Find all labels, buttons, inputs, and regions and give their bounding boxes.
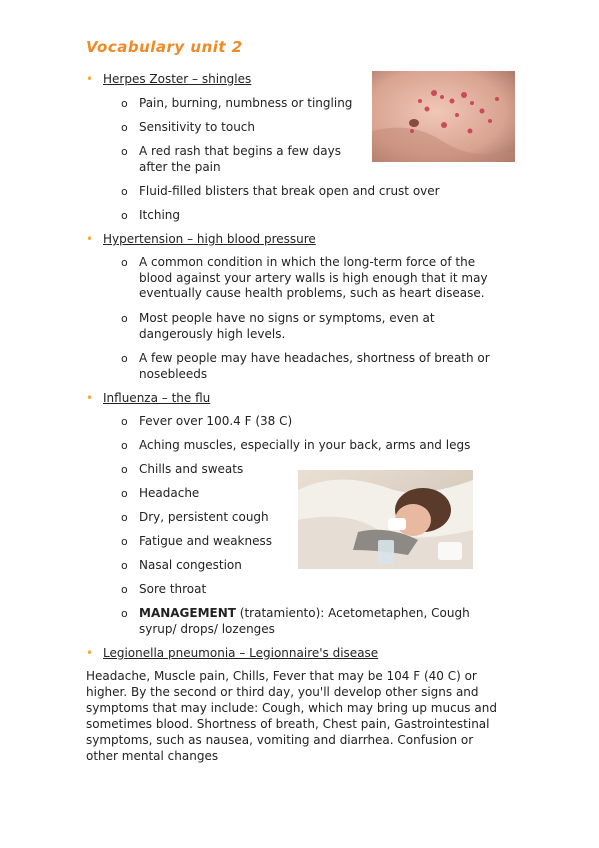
sub-bullet: o [121, 415, 128, 428]
sub-bullet: o [121, 583, 128, 596]
influenza-item-1: Fever over 100.4 F (38 C) [139, 414, 293, 428]
sub-bullet: o [121, 97, 128, 110]
sub-bullet: o [121, 439, 128, 452]
influenza-item-3: Chills and sweats [139, 462, 244, 476]
page-title: Vocabulary unit 2 [86, 38, 243, 56]
herpes-item-4: Fluid-filled blisters that break open and crust over [139, 184, 440, 198]
management-label: MANAGEMENT [139, 606, 236, 620]
sub-bullet: o [121, 463, 128, 476]
bullet-influenza: • [86, 391, 94, 405]
bullet-legionella: • [86, 646, 94, 660]
heading-legionella: Legionella pneumonia – Legionnaire's disease [103, 646, 379, 660]
hypertension-item-1: A common condition in which the long-term force of the blood against your artery walls is high enough that it may eventually cause health problems, such as heart disease. [139, 255, 488, 300]
sub-bullet: o [121, 312, 128, 325]
heading-influenza: Influenza – the flu [103, 391, 211, 405]
herpes-item-2: Sensitivity to touch [139, 120, 256, 134]
sub-bullet: o [121, 535, 128, 548]
sub-bullet: o [121, 209, 128, 222]
hypertension-item-2: Most people have no signs or symptoms, even at dangerously high levels. [139, 311, 435, 341]
influenza-item-4: Headache [139, 486, 200, 500]
sub-bullet: o [121, 352, 128, 365]
influenza-item-8: Sore throat [139, 582, 207, 596]
influenza-management [139, 606, 470, 637]
sub-bullet: o [121, 256, 128, 269]
sub-bullet: o [121, 511, 128, 524]
bullet-herpes: • [86, 72, 94, 86]
influenza-item-2: Aching muscles, especially in your back, arms and legs [139, 438, 471, 452]
management-text: (tratamiento): Acetometaphen, Cough syrup/ drops/ lozenges [139, 606, 470, 636]
sub-bullet: o [121, 121, 128, 134]
heading-hypertension: Hypertension – high blood pressure [103, 232, 316, 246]
herpes-item-5: Itching [139, 208, 181, 222]
hypertension-item-3: A few people may have headaches, shortness of breath or nosebleeds [139, 351, 490, 381]
sick-woman-image [298, 470, 473, 569]
herpes-item-3: A red rash that begins a few days after the pain [139, 144, 342, 174]
influenza-item-6: Fatigue and weakness [139, 534, 272, 548]
sub-bullet: o [121, 145, 128, 158]
sub-bullet: o [121, 185, 128, 198]
heading-herpes: Herpes Zoster – shingles [103, 72, 252, 86]
herpes-item-1: Pain, burning, numbness or tingling [139, 96, 353, 110]
sub-bullet: o [121, 559, 128, 572]
influenza-item-5: Dry, persistent cough [139, 510, 269, 524]
bullet-hypertension: • [86, 232, 94, 246]
sub-bullet: o [121, 487, 128, 500]
sub-bullet: o [121, 607, 128, 620]
shingles-rash-image [372, 71, 515, 162]
legionella-paragraph: Headache, Muscle pain, Chills, Fever that may be 104 F (40 C) or higher. By the second or third day, you'll develop other signs and symptoms that may include: Cough, which may bring up mucus and sometimes blood. Shortness of breath, Chest pain, Gastrointestinal symptoms, such as nausea, vomiting and diarrhea. Confusion or other mental changes [86, 669, 497, 763]
influenza-item-7: Nasal congestion [139, 558, 242, 572]
